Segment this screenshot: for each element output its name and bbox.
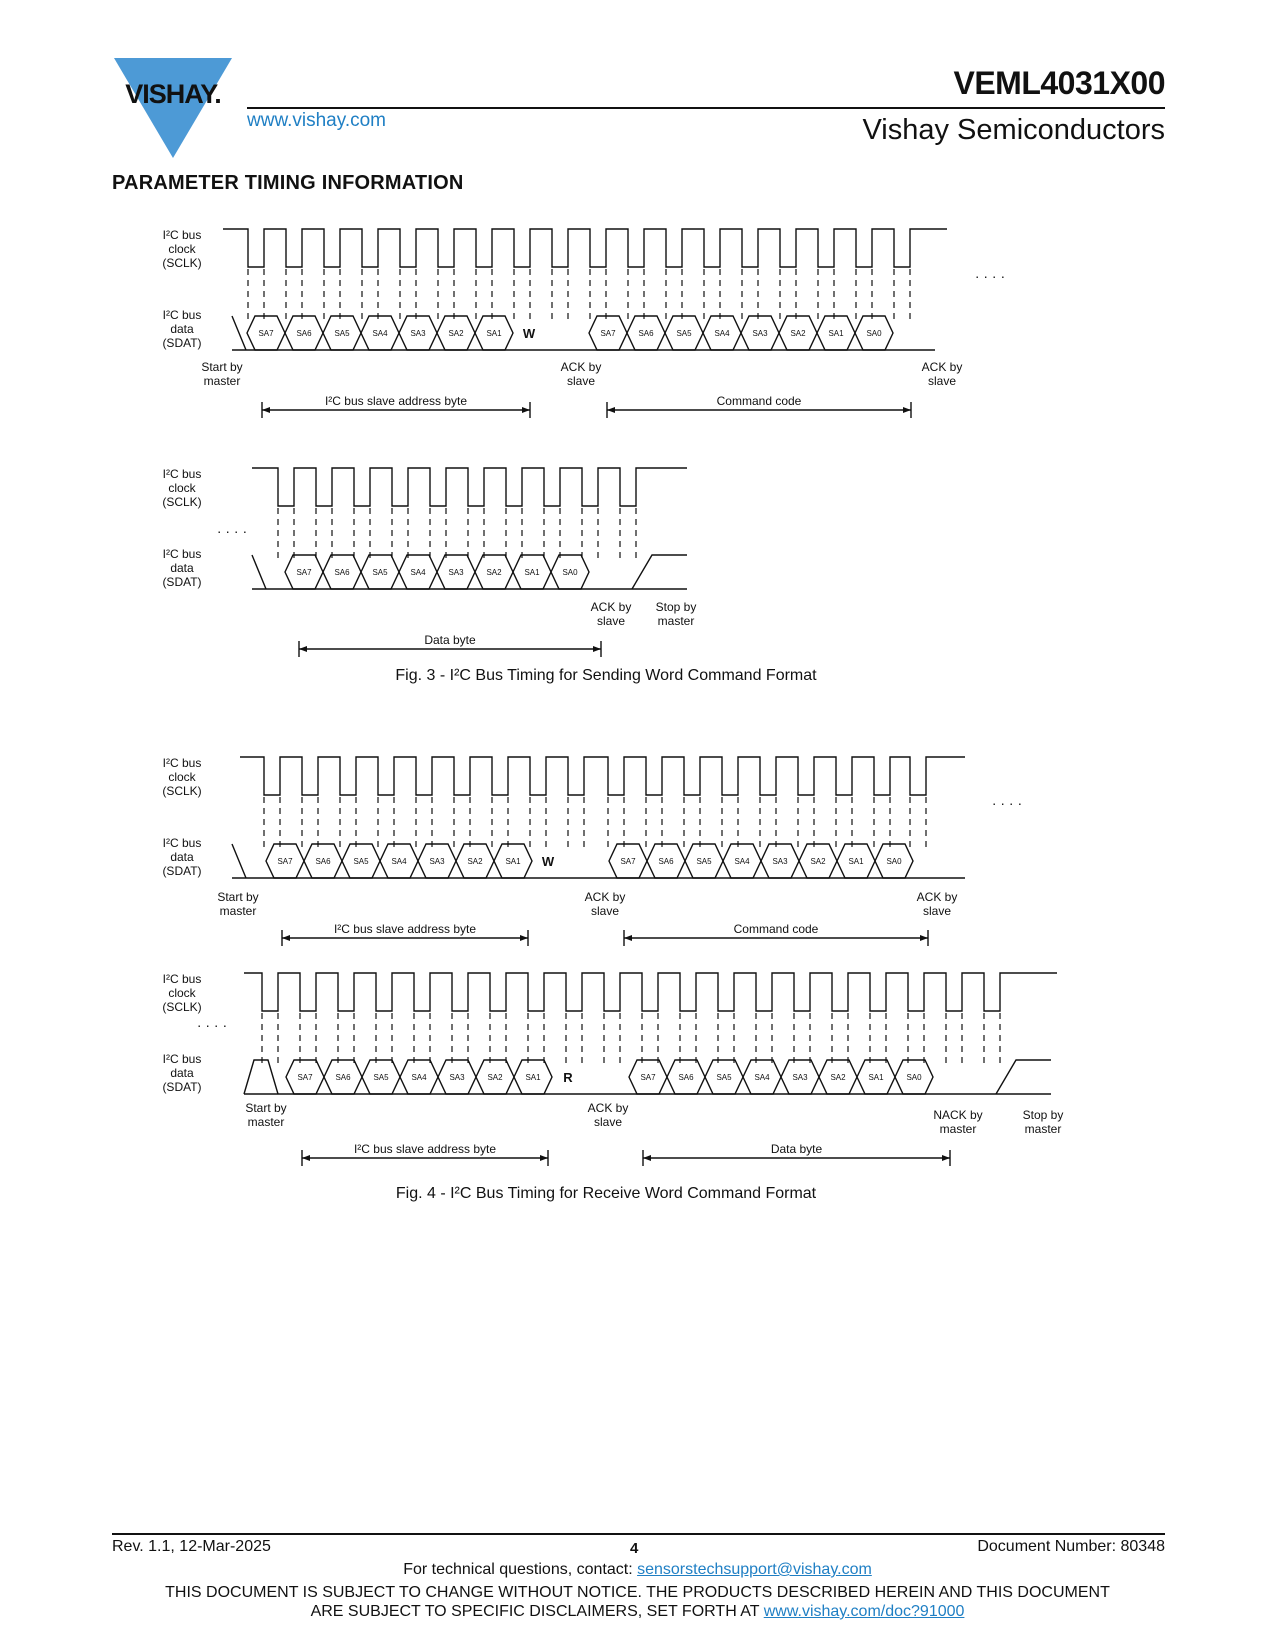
fig4-row1-bit-label: SA2 bbox=[810, 857, 826, 866]
fig4-row2-span-arrow-left bbox=[643, 1155, 651, 1161]
fig3-row2-stop-condition bbox=[632, 555, 687, 589]
fig3-row1-bit-label: SA5 bbox=[334, 329, 350, 338]
fig4-row1-bit-label: SA1 bbox=[848, 857, 864, 866]
fig3-row1-span-arrow-left bbox=[262, 407, 270, 413]
fig4-row1-bit-label: SA6 bbox=[658, 857, 674, 866]
fig4-row1-bit-label: SA4 bbox=[391, 857, 407, 866]
fig4-row2-event-label: NACK by bbox=[933, 1108, 983, 1122]
fig4-row1-event-label: slave bbox=[922, 904, 952, 918]
page-number: 4 bbox=[630, 1540, 639, 1557]
fig4-row1-span-arrow-right bbox=[520, 935, 528, 941]
fig4-row2-bit-label: SA2 bbox=[487, 1073, 503, 1082]
fig3-row2-clock-label: clock bbox=[168, 481, 196, 495]
fig3-row1-span-label: I²C bus slave address byte bbox=[324, 394, 468, 408]
fig4-row1-bit-label: SA7 bbox=[620, 857, 636, 866]
fig3-row2-start-condition bbox=[252, 555, 266, 589]
fig3-row1-bit-label: SA1 bbox=[828, 329, 844, 338]
fig4-row2-stop-condition bbox=[996, 1060, 1051, 1094]
fig4-row2-event-label: ACK by bbox=[587, 1101, 629, 1115]
fig3-row1-bit-label: SA2 bbox=[448, 329, 464, 338]
fig4-row2-span-arrow-right bbox=[540, 1155, 548, 1161]
fig4-row1-clock-label: (SCLK) bbox=[162, 784, 202, 798]
fig3-row1-bit-label: SA3 bbox=[752, 329, 768, 338]
fig4-row2-bit-label: SA0 bbox=[906, 1073, 922, 1082]
fig4-row1-data-label: I²C bus bbox=[162, 836, 202, 850]
fig3-row2-bit-label: SA5 bbox=[372, 568, 388, 577]
fig4-row1-span-arrow-left bbox=[624, 935, 632, 941]
fig3-row2-bit-label: SA1 bbox=[524, 568, 540, 577]
fig4-row2-bit-label: SA3 bbox=[792, 1073, 808, 1082]
contact-line bbox=[0, 1561, 1275, 1579]
fig3-row2-group bbox=[162, 467, 696, 657]
fig4-row2-event-label: master bbox=[247, 1115, 285, 1129]
fig4-row2-event-label: Stop by bbox=[1022, 1108, 1064, 1122]
fig3-row2-data-label: data bbox=[170, 561, 194, 575]
fig3-row2-event-label: ACK by bbox=[590, 600, 632, 614]
fig4-row1-bit-label: SA0 bbox=[886, 857, 902, 866]
fig4-row2-event-label: master bbox=[1024, 1122, 1062, 1136]
fig4-row2-bit-label: SA2 bbox=[830, 1073, 846, 1082]
fig4-row2-start-condition bbox=[244, 1060, 278, 1094]
fig4-row1-event-label: ACK by bbox=[916, 890, 958, 904]
figure-3-caption: Fig. 3 - I²C Bus Timing for Sending Word Command Format bbox=[395, 667, 817, 684]
fig3-row1-bit-label: SA6 bbox=[296, 329, 312, 338]
fig3-row1-bit-label: SA5 bbox=[676, 329, 692, 338]
fig4-row1-clock-label: clock bbox=[168, 770, 196, 784]
fig4-row1-group bbox=[162, 756, 1022, 946]
fig3-row1-group bbox=[162, 228, 1005, 418]
fig3-row1-event-label: Start by bbox=[201, 360, 243, 374]
section-title: PARAMETER TIMING INFORMATION bbox=[112, 172, 464, 194]
fig4-row1-data-label: data bbox=[170, 850, 194, 864]
fig4-row1-event-label: slave bbox=[590, 904, 620, 918]
fig4-row1-sclk-waveform bbox=[240, 757, 965, 795]
fig4-row2-bit-label: SA4 bbox=[411, 1073, 427, 1082]
fig3-row2-data-label: I²C bus bbox=[162, 547, 202, 561]
fig3-row2-bit-label: SA2 bbox=[486, 568, 502, 577]
fig3-row2-span-arrow-right bbox=[593, 646, 601, 652]
fig4-row1-bit-label: SA1 bbox=[505, 857, 521, 866]
fig4-row2-event-label: Start by bbox=[245, 1101, 287, 1115]
logo-wordmark: VISHAY. bbox=[125, 79, 221, 109]
fig4-row2-bit-label: SA5 bbox=[373, 1073, 389, 1082]
fig4-row2-bit-label: SA7 bbox=[297, 1073, 313, 1082]
fig3-row2-span-label: Data byte bbox=[424, 633, 476, 647]
fig4-row1-data-label: (SDAT) bbox=[162, 864, 202, 878]
disclaimer-line-1: THIS DOCUMENT IS SUBJECT TO CHANGE WITHOUT NOTICE. THE PRODUCTS DESCRIBED HEREIN AND THIS DOCUMENT bbox=[165, 1584, 1110, 1601]
fig3-row1-clock-label: (SCLK) bbox=[162, 256, 202, 270]
fig3-row1-start-condition bbox=[232, 316, 246, 350]
fig3-row1-event-label: ACK by bbox=[921, 360, 963, 374]
fig3-row2-event-label: Stop by bbox=[655, 600, 697, 614]
disclaimer bbox=[0, 1583, 1275, 1621]
fig4-row2-bit-label: SA7 bbox=[640, 1073, 656, 1082]
fig4-row1-rw-bit: W bbox=[541, 854, 555, 869]
fig3-row1-bit-label: SA2 bbox=[790, 329, 806, 338]
fig4-row2-clock-label: I²C bus bbox=[162, 972, 202, 986]
product-name: VEML4031X00 bbox=[953, 65, 1165, 101]
revision: Rev. 1.1, 12-Mar-2025 bbox=[112, 1538, 271, 1555]
fig3-row1-span-label: Command code bbox=[716, 394, 802, 408]
fig4-row2-bit-label: SA5 bbox=[716, 1073, 732, 1082]
fig4-row1-span-arrow-right bbox=[920, 935, 928, 941]
fig3-row2-data-label: (SDAT) bbox=[162, 575, 202, 589]
fig3-row1-bit-label: SA4 bbox=[372, 329, 388, 338]
fig4-row1-bit-label: SA3 bbox=[429, 857, 445, 866]
fig3-row1-event-label: master bbox=[203, 374, 241, 388]
fig4-row2-bit-label: SA3 bbox=[449, 1073, 465, 1082]
fig4-row2-span-label: Data byte bbox=[770, 1142, 823, 1156]
fig4-row1-bit-label: SA7 bbox=[277, 857, 293, 866]
fig4-row1-event-label: master bbox=[219, 904, 257, 918]
fig4-row2-event-label: slave bbox=[593, 1115, 623, 1129]
fig3-row1-event-label: slave bbox=[927, 374, 957, 388]
fig4-row2-continuation-dots: · · · · bbox=[196, 1017, 228, 1033]
fig4-row1-bit-label: SA2 bbox=[467, 857, 483, 866]
fig4-row2-bit-label: SA1 bbox=[525, 1073, 541, 1082]
fig3-row2-event-label: master bbox=[657, 614, 695, 628]
fig3-row1-bit-label: SA6 bbox=[638, 329, 654, 338]
fig4-row1-span-label: Command code bbox=[733, 922, 819, 936]
fig4-row2-bit-label: SA4 bbox=[754, 1073, 770, 1082]
footer-rule bbox=[112, 1533, 1165, 1535]
fig4-row1-bit-label: SA5 bbox=[353, 857, 369, 866]
fig4-row1-event-label: Start by bbox=[217, 890, 259, 904]
fig4-row2-data-label: (SDAT) bbox=[162, 1080, 202, 1094]
fig4-row2-sclk-waveform bbox=[244, 973, 1057, 1011]
fig3-row1-clock-label: clock bbox=[168, 242, 196, 256]
website-link[interactable]: www.vishay.com bbox=[247, 110, 387, 131]
fig3-row1-bit-label: SA4 bbox=[714, 329, 730, 338]
fig3-row1-span-arrow-right bbox=[903, 407, 911, 413]
disclaimer-line-2: ARE SUBJECT TO SPECIFIC DISCLAIMERS, SET FORTH AT www.vishay.com/doc?91000 bbox=[310, 1603, 965, 1620]
fig4-row2-span-arrow-left bbox=[302, 1155, 310, 1161]
fig4-row1-bit-label: SA6 bbox=[315, 857, 331, 866]
fig4-row1-clock-label: I²C bus bbox=[162, 756, 202, 770]
fig3-row1-continuation-dots: · · · · bbox=[974, 268, 1006, 284]
fig3-row1-span-arrow-right bbox=[522, 407, 530, 413]
fig4-row2-bit-label: SA6 bbox=[678, 1073, 694, 1082]
contact-prefix: For technical questions, contact: bbox=[403, 1561, 638, 1578]
fig3-row2-span-arrow-left bbox=[299, 646, 307, 652]
fig3-row2-bit-label: SA4 bbox=[410, 568, 426, 577]
figure-4-caption: Fig. 4 - I²C Bus Timing for Receive Word Command Format bbox=[395, 1185, 817, 1202]
fig4-row2-clock-label: clock bbox=[168, 986, 196, 1000]
contact-email-link[interactable]: sensorstechsupport@vishay.com bbox=[637, 1561, 872, 1578]
fig3-row1-data-label: I²C bus bbox=[162, 308, 202, 322]
disclaimer-link[interactable]: www.vishay.com/doc?91000 bbox=[763, 1603, 965, 1620]
fig3-row2-event-label: slave bbox=[596, 614, 626, 628]
fig3-row2-clock-label: I²C bus bbox=[162, 467, 202, 481]
fig3-row2-continuation-dots: · · · · bbox=[216, 523, 248, 539]
fig4-row2-bit-label: SA1 bbox=[868, 1073, 884, 1082]
fig3-row2-bit-label: SA6 bbox=[334, 568, 350, 577]
fig3-row2-sclk-waveform bbox=[252, 468, 687, 506]
fig3-row1-bit-label: SA3 bbox=[410, 329, 426, 338]
fig3-row1-bit-label: SA7 bbox=[600, 329, 616, 338]
fig3-row2-clock-label: (SCLK) bbox=[162, 495, 202, 509]
fig3-row1-event-label: ACK by bbox=[560, 360, 602, 374]
fig4-row2-event-label: master bbox=[939, 1122, 977, 1136]
fig4-row2-bit-label: SA6 bbox=[335, 1073, 351, 1082]
fig3-row2-bit-label: SA3 bbox=[448, 568, 464, 577]
fig3-row2-bit-label: SA7 bbox=[296, 568, 312, 577]
fig4-row1-event-label: ACK by bbox=[584, 890, 626, 904]
company-name: Vishay Semiconductors bbox=[862, 114, 1165, 146]
fig3-row1-event-label: slave bbox=[566, 374, 596, 388]
fig4-row2-span-arrow-right bbox=[942, 1155, 950, 1161]
fig3-row1-rw-bit: W bbox=[522, 326, 536, 341]
fig3-row1-span-arrow-left bbox=[607, 407, 615, 413]
fig3-row2-bit-label: SA0 bbox=[562, 568, 578, 577]
fig4-row2-data-label: data bbox=[170, 1066, 194, 1080]
fig4-row1-start-condition bbox=[232, 844, 246, 878]
fig3-row1-sclk-waveform bbox=[223, 229, 947, 267]
fig4-row1-continuation-dots: · · · · bbox=[991, 795, 1023, 811]
document-number: Document Number: 80348 bbox=[977, 1538, 1165, 1555]
fig3-row1-bit-label: SA0 bbox=[866, 329, 882, 338]
fig4-row1-bit-label: SA3 bbox=[772, 857, 788, 866]
fig3-row1-clock-label: I²C bus bbox=[162, 228, 202, 242]
fig3-row1-data-label: data bbox=[170, 322, 194, 336]
fig3-row1-bit-label: SA1 bbox=[486, 329, 502, 338]
fig4-row1-span-arrow-left bbox=[282, 935, 290, 941]
fig4-row1-bit-label: SA4 bbox=[734, 857, 750, 866]
fig3-row1-bit-label: SA7 bbox=[258, 329, 274, 338]
fig4-row2-span-label: I²C bus slave address byte bbox=[353, 1142, 497, 1156]
fig4-row2-rw-bit: R bbox=[563, 1070, 573, 1085]
fig4-row1-bit-label: SA5 bbox=[696, 857, 712, 866]
fig3-row1-data-label: (SDAT) bbox=[162, 336, 202, 350]
fig4-row2-group bbox=[162, 972, 1063, 1166]
fig4-row2-data-label: I²C bus bbox=[162, 1052, 202, 1066]
fig4-row2-clock-label: (SCLK) bbox=[162, 1000, 202, 1014]
fig4-row1-span-label: I²C bus slave address byte bbox=[333, 922, 477, 936]
